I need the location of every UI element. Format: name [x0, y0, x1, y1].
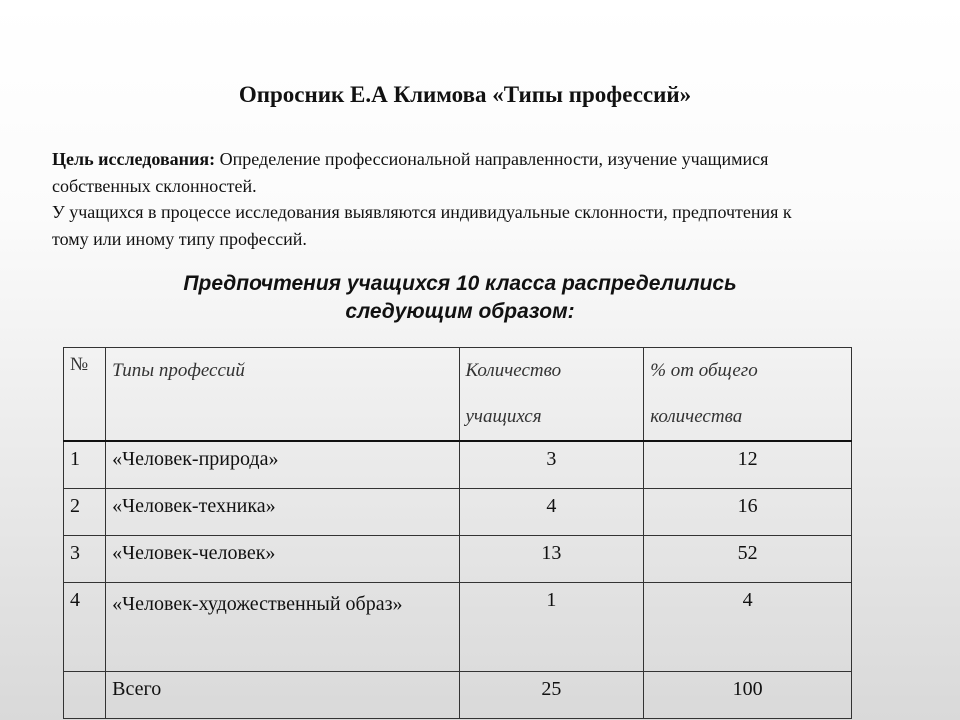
- row-type: «Человек-человек»: [106, 536, 459, 583]
- total-count: 25: [459, 672, 644, 719]
- research-goal: [52, 146, 812, 252]
- header-type: Типы профессий: [106, 348, 459, 442]
- table-subtitle: [60, 270, 860, 326]
- goal-text-2: У учащихся в процессе исследования выявляются индивидуальные склонности, предпочтения к тому или иному типу профессий.: [52, 202, 792, 249]
- row-percent: 16: [644, 489, 852, 536]
- table-header-row: [64, 348, 852, 442]
- goal-label: Цель исследования:: [52, 149, 216, 169]
- header-percent: % от общего количества: [644, 348, 852, 442]
- row-number: 4: [64, 583, 106, 672]
- row-type: «Человек-художественный образ»: [106, 583, 459, 672]
- row-type: «Человек-техника»: [106, 489, 459, 536]
- row-percent: 4: [644, 583, 852, 672]
- row-count: 1: [459, 583, 644, 672]
- total-number: [64, 672, 106, 719]
- row-number: 3: [64, 536, 106, 583]
- row-percent: 52: [644, 536, 852, 583]
- row-type: «Человек-природа»: [106, 441, 459, 489]
- subtitle-line-2: следующим образом:: [345, 300, 575, 323]
- goal-text-1: Определение профессиональной направленности, изучение учащимися собственных склонностей.: [52, 149, 769, 196]
- total-label: Всего: [106, 672, 459, 719]
- subtitle-line-1: Предпочтения учащихся 10 класса распределились: [183, 272, 737, 295]
- table-row: [64, 583, 852, 672]
- header-number: №: [64, 348, 106, 442]
- professions-table: [63, 347, 852, 719]
- row-count: 4: [459, 489, 644, 536]
- table-row: [64, 489, 852, 536]
- row-number: 2: [64, 489, 106, 536]
- table-row: [64, 441, 852, 489]
- document-title: Опросник Е.А Климова «Типы профессий»: [238, 82, 692, 107]
- table-row: [64, 536, 852, 583]
- row-number: 1: [64, 441, 106, 489]
- row-count: 13: [459, 536, 644, 583]
- row-percent: 12: [644, 441, 852, 489]
- table-total-row: [64, 672, 852, 719]
- header-count: Количество учащихся: [459, 348, 644, 442]
- row-count: 3: [459, 441, 644, 489]
- total-percent: 100: [644, 672, 852, 719]
